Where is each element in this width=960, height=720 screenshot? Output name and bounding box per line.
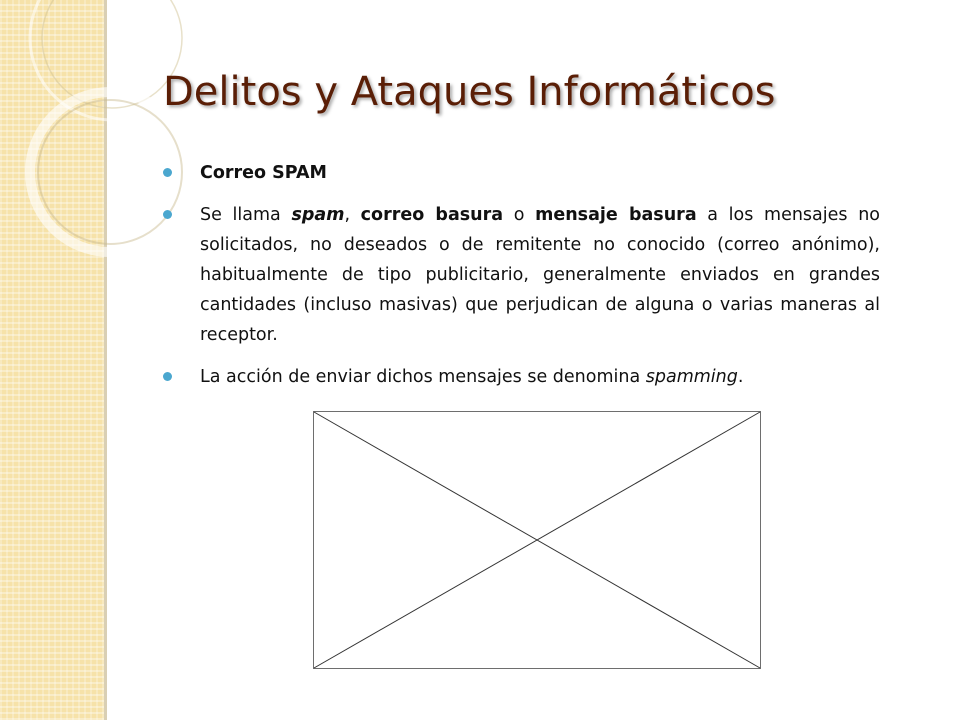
text-segment: La acción de enviar dichos mensajes se denomina <box>200 367 646 387</box>
term-spam: spam <box>291 205 345 225</box>
text-segment: , <box>344 205 361 225</box>
bullet-list <box>163 158 880 404</box>
bullet-heading-prefix: Correo <box>200 163 273 183</box>
slide-title: Delitos y Ataques Informáticos <box>163 69 776 115</box>
term-mensaje-basura: mensaje basura <box>535 205 697 225</box>
text-segment: . <box>737 367 744 387</box>
bullet-spamming <box>163 362 880 392</box>
term-correo-basura: correo basura <box>360 205 504 225</box>
text-segment: Se llama <box>200 205 292 225</box>
bullet-heading <box>200 163 327 183</box>
missing-image-placeholder <box>313 411 761 669</box>
term-spamming: spamming <box>645 367 738 387</box>
bullet-dot-icon <box>163 168 172 177</box>
text-segment: o <box>503 205 536 225</box>
bullet-dot-icon <box>163 210 172 219</box>
bullet-spam-definition <box>163 200 880 350</box>
bullet-dot-icon <box>163 372 172 381</box>
text-segment: a los mensajes no solicitados, no deseados o de remitente no conocido (correo anónimo), habitualmente de tipo publicitario, generalmente enviados en grandes cantidades (incluso masivas) que perjudican de alguna o varias maneras al receptor. <box>200 205 880 345</box>
bullet-heading-emphasis: SPAM <box>272 163 327 183</box>
bullet-correo-spam <box>163 158 880 188</box>
